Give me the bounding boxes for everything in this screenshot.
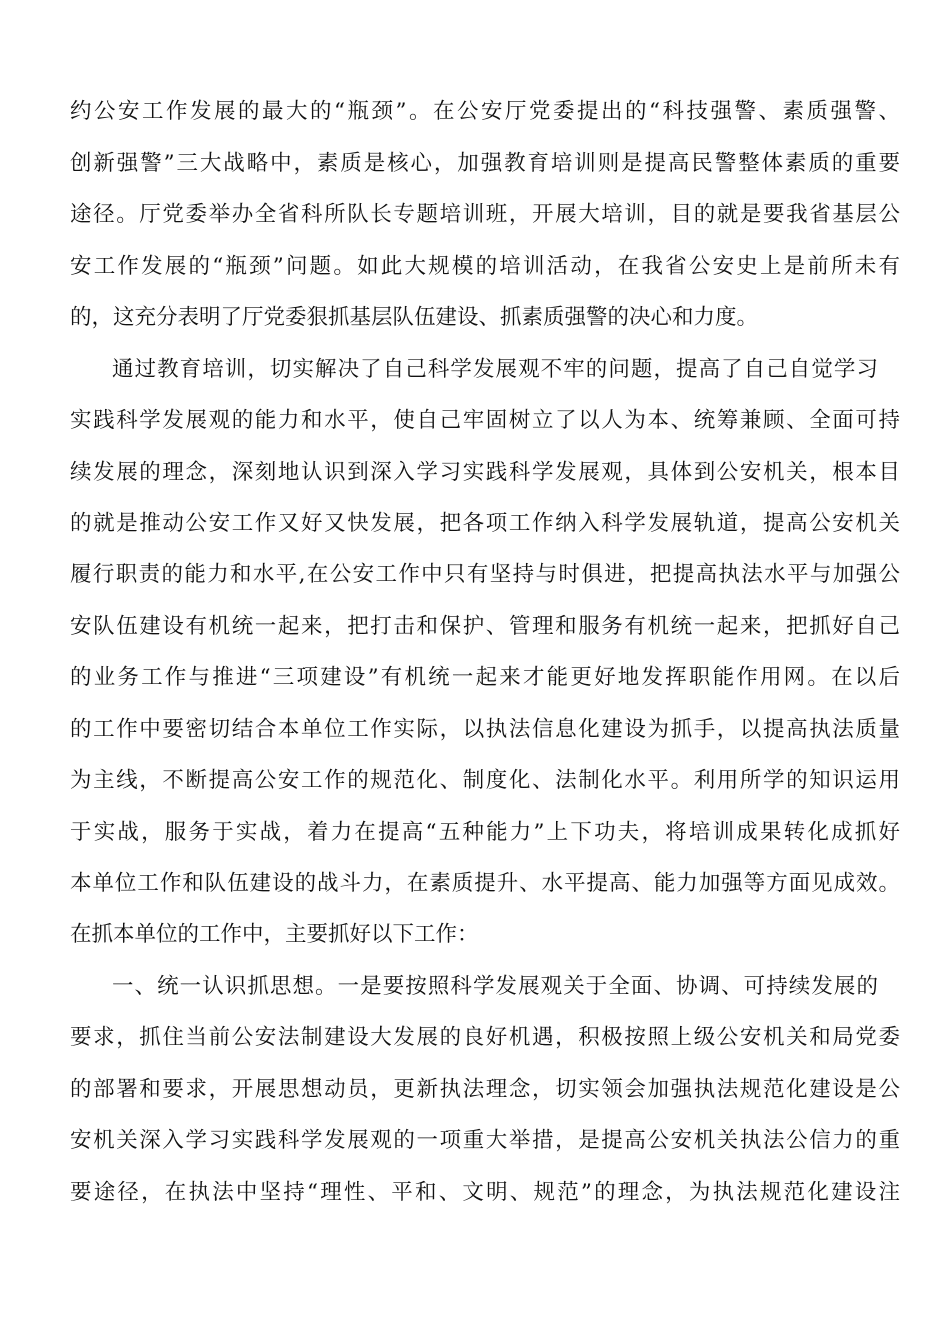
text-line: 续发展的理念，深刻地认识到深入学习实践科学发展观，具体到公安机关，根本目 — [70, 460, 900, 485]
text-line: 安机关深入学习实践科学发展观的一项重大举措，是提高公安机关执法公信力的重 — [70, 1128, 900, 1153]
text-line: 途径。厅党委举办全省科所队长专题培训班，开展大培训，目的就是要我省基层公 — [70, 202, 900, 227]
text-line: 安队伍建设有机统一起来，把打击和保护、管理和服务有机统一起来，把抓好自己 — [70, 614, 900, 639]
text-line: 创新强警”三大战略中，素质是核心，加强教育培训则是提高民警整体素质的重要 — [70, 151, 900, 176]
text-line: 为主线，不断提高公安工作的规范化、制度化、法制化水平。利用所学的知识运用 — [70, 768, 900, 793]
text-line: 的业务工作与推进“三项建设”有机统一起来才能更好地发挥职能作用网。在以后 — [70, 665, 900, 690]
text-line: 于实战，服务于实战，着力在提高“五种能力”上下功夫，将培训成果转化成抓好 — [70, 820, 900, 845]
text-line: 实践科学发展观的能力和水平，使自己牢固树立了以人为本、统筹兼顾、全面可持 — [70, 408, 900, 433]
text-line: 的，这充分表明了厅党委狠抓基层队伍建设、抓素质强警的决心和力度。 — [70, 305, 759, 330]
text-line: 的工作中要密切结合本单位工作实际，以执法信息化建设为抓手，以提高执法质量 — [70, 717, 900, 742]
text-line: 通过教育培训，切实解决了自己科学发展观不牢的问题，提高了自己自觉学习 — [112, 357, 878, 382]
text-line: 本单位工作和队伍建设的战斗力，在素质提升、水平提高、能力加强等方面见成效。 — [70, 871, 900, 896]
text-line: 安工作发展的“瓶颈”问题。如此大规模的培训活动，在我省公安史上是前所未有 — [70, 254, 900, 279]
text-line: 的就是推动公安工作又好又快发展，把各项工作纳入科学发展轨道，提高公安机关 — [70, 511, 900, 536]
text-line: 履行职责的能力和水平,在公安工作中只有坚持与时俱进，把提高执法水平与加强公 — [70, 562, 900, 587]
text-line: 要途径，在执法中坚持“理性、平和、文明、规范”的理念，为执法规范化建设注 — [70, 1180, 900, 1205]
text-line: 要求，抓住当前公安法制建设大发展的良好机遇，积极按照上级公安机关和局党委 — [70, 1025, 900, 1050]
text-line: 约公安工作发展的最大的“瓶颈”。在公安厅党委提出的“科技强警、素质强警、 — [70, 99, 900, 124]
text-line: 的部署和要求，开展思想动员，更新执法理念，切实领会加强执法规范化建设是公 — [70, 1077, 900, 1102]
text-line: 一、统一认识抓思想。一是要按照科学发展观关于全面、协调、可持续发展的 — [112, 974, 878, 999]
text-line: 在抓本单位的工作中，主要抓好以下工作： — [70, 922, 479, 947]
